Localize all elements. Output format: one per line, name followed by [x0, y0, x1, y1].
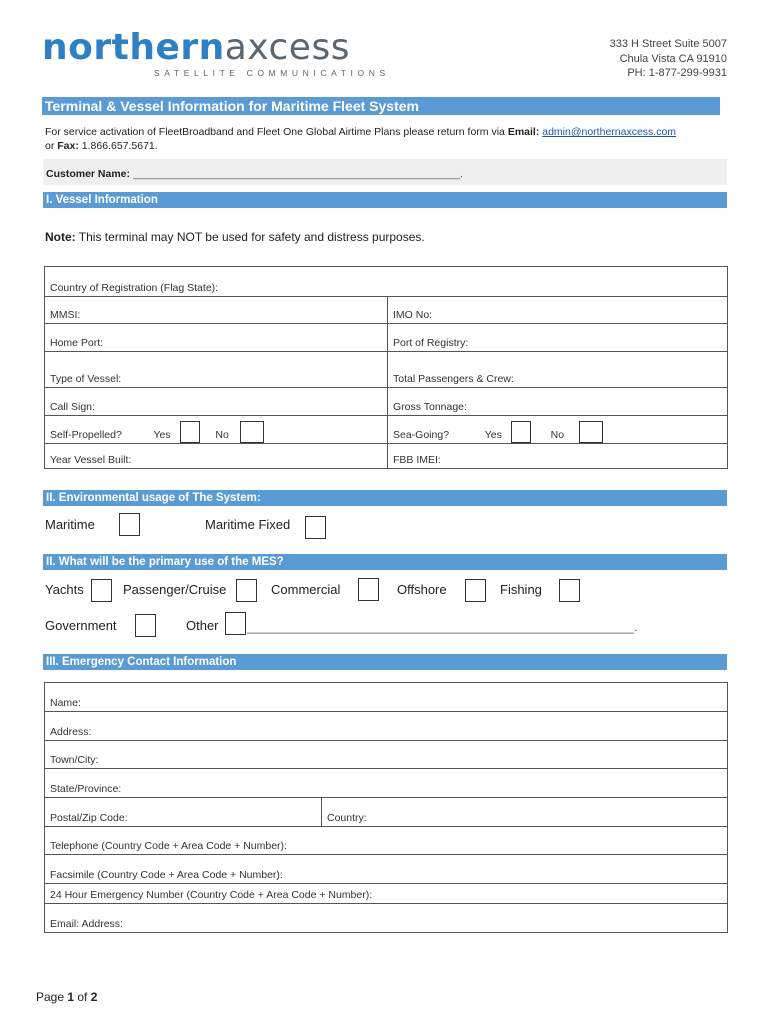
note-text: This terminal may NOT be used for safety and distress purposes.	[78, 230, 425, 244]
passenger-cruise-checkbox[interactable]	[236, 579, 257, 602]
address-phone: PH: 1-877-299-9931	[627, 67, 727, 79]
sea-going-no-label: No	[550, 429, 565, 441]
government-checkbox[interactable]	[135, 614, 156, 637]
company-address	[610, 37, 727, 81]
offshore-checkbox[interactable]	[465, 579, 486, 602]
company-logo	[42, 27, 390, 78]
contact-telephone-field[interactable]: Telephone (Country Code + Area Code + Number):	[45, 827, 728, 855]
logo-part-axcess: axcess	[224, 27, 350, 68]
self-propelled-no-label: No	[215, 429, 229, 441]
contact-postal-field[interactable]: Postal/Zip Code:	[45, 798, 322, 827]
fax-label: Fax:	[57, 140, 79, 152]
contact-address-field[interactable]: Address:	[45, 712, 728, 741]
maritime-checkbox[interactable]	[119, 513, 140, 536]
home-port-field[interactable]: Home Port:	[45, 324, 388, 352]
passenger-cruise-label: Passenger/Cruise	[123, 582, 227, 597]
sea-going-no-checkbox[interactable]	[579, 421, 603, 443]
maritime-fixed-label: Maritime Fixed	[205, 517, 291, 532]
self-propelled-no-checkbox[interactable]	[240, 421, 264, 443]
other-specify-line[interactable]: __________________________________________________________.	[247, 620, 638, 634]
intro-text	[45, 125, 730, 153]
logo-part-northern: northern	[42, 27, 225, 68]
contact-town-field[interactable]: Town/City:	[45, 741, 728, 769]
vessel-type-field[interactable]: Type of Vessel:	[45, 352, 388, 388]
passengers-crew-field[interactable]: Total Passengers & Crew:	[388, 352, 728, 388]
safety-note	[45, 230, 425, 244]
contact-country-field[interactable]: Country:	[322, 798, 728, 827]
other-checkbox[interactable]	[225, 612, 246, 635]
vessel-info-table	[44, 266, 728, 469]
section-vessel-information: I. Vessel Information	[43, 192, 727, 208]
logo-tagline: SATELLITE COMMUNICATIONS	[154, 68, 390, 78]
intro-text-2: or	[45, 140, 58, 152]
logo-wordmark	[42, 28, 350, 68]
contact-facsimile-field[interactable]: Facsimile (Country Code + Area Code + Number):	[45, 855, 728, 884]
contact-emergency-number-field[interactable]: 24 Hour Emergency Number (Country Code + Area Code + Number):	[45, 884, 728, 904]
page-number	[36, 990, 97, 1004]
contact-email-field[interactable]: Email: Address:	[45, 904, 728, 933]
self-propelled-label: Self-Propelled?	[50, 429, 122, 441]
port-registry-field[interactable]: Port of Registry:	[388, 324, 728, 352]
other-label: Other	[186, 618, 219, 633]
page-total: 2	[90, 990, 98, 1004]
maritime-label: Maritime	[45, 517, 95, 532]
intro-text-1: For service activation of FleetBroadband and Fleet One Global Airtime Plans please return form via	[45, 126, 508, 138]
section-primary-use: II. What will be the primary use of the MES?	[43, 554, 727, 570]
contact-state-field[interactable]: State/Province:	[45, 769, 728, 798]
email-link[interactable]: admin@northernaxcess.com	[542, 126, 677, 138]
self-propelled-yes-checkbox[interactable]	[180, 421, 200, 443]
fishing-label: Fishing	[500, 582, 542, 597]
sea-going-yes-label: Yes	[484, 429, 502, 441]
fbb-imei-field[interactable]: FBB IMEI:	[388, 444, 728, 469]
address-line-2: Chula Vista CA 91910	[619, 52, 727, 65]
page-label: Page	[36, 990, 68, 1004]
sea-going-field	[388, 416, 728, 444]
offshore-label: Offshore	[397, 582, 447, 597]
year-built-field[interactable]: Year Vessel Built:	[45, 444, 388, 469]
self-propelled-field	[45, 416, 388, 444]
email-label: Email:	[507, 126, 540, 138]
section-emergency-contact: III. Emergency Contact Information	[43, 654, 727, 670]
customer-name-line: ________________________________________________________.	[132, 168, 463, 180]
form-title: Terminal & Vessel Information for Maritime Fleet System	[42, 97, 720, 115]
call-sign-field[interactable]: Call Sign:	[45, 388, 388, 416]
yachts-label: Yachts	[45, 582, 84, 597]
commercial-checkbox[interactable]	[358, 578, 379, 601]
yachts-checkbox[interactable]	[91, 579, 112, 602]
fishing-checkbox[interactable]	[559, 579, 580, 602]
note-label: Note:	[45, 230, 76, 244]
commercial-label: Commercial	[271, 582, 341, 597]
mmsi-field[interactable]: MMSI:	[45, 297, 388, 324]
contact-name-field[interactable]: Name:	[45, 683, 728, 712]
page-current: 1	[67, 990, 75, 1004]
imo-field[interactable]: IMO No:	[388, 297, 728, 324]
sea-going-yes-checkbox[interactable]	[511, 421, 531, 443]
customer-name-label: Customer Name:	[46, 168, 131, 180]
self-propelled-yes-label: Yes	[153, 429, 171, 441]
customer-name-field[interactable]	[43, 159, 727, 185]
country-registration-field[interactable]: Country of Registration (Flag State):	[45, 267, 728, 297]
sea-going-label: Sea-Going?	[393, 429, 450, 441]
gross-tonnage-field[interactable]: Gross Tonnage:	[388, 388, 728, 416]
address-line-1: 333 H Street Suite 5007	[609, 38, 727, 50]
emergency-contact-table	[44, 682, 728, 933]
maritime-fixed-checkbox[interactable]	[305, 516, 326, 539]
fax-number: 1.866.657.5671.	[81, 140, 158, 152]
government-label: Government	[45, 618, 117, 633]
section-environmental-usage: II. Environmental usage of The System:	[43, 490, 727, 506]
page-of: of	[74, 990, 91, 1004]
